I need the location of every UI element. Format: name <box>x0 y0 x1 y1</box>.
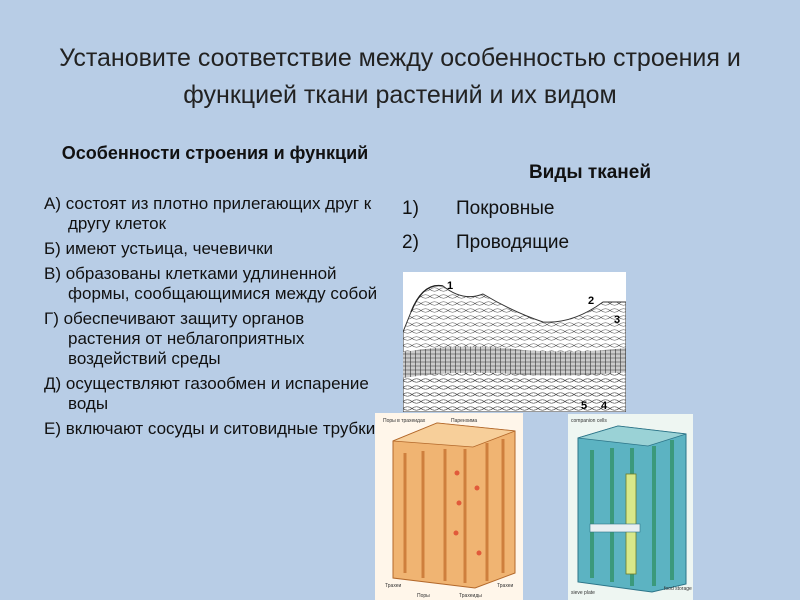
xylem-label-tracheids: Трахеиды <box>459 593 482 599</box>
cork-label-4: 4 <box>601 400 608 412</box>
phloem-label-companion-cells: companion cells <box>571 418 607 424</box>
phloem-label-food-storage: food storage <box>664 586 692 592</box>
xylem-label-tracheae-right: Трахеи <box>497 583 514 589</box>
feature-item-b: Б) имеют устьица, чечевички <box>44 239 274 258</box>
feature-item-e: Д) осуществляют газообмен и испарение воды <box>44 374 369 413</box>
xylem-tissue-image <box>375 413 523 600</box>
xylem-label-parenchyma: Паренхима <box>451 418 478 424</box>
xylem-label-pores-tracheids: Поры в трахеидах <box>383 418 426 424</box>
cork-label-1: 1 <box>447 280 454 292</box>
feature-item-a: А) состоят из плотно прилегающих друг к другу клеток <box>44 194 372 233</box>
features-heading: Особенности строения и функций <box>61 143 369 163</box>
cork-label-5: 5 <box>581 400 588 412</box>
phloem-tissue-drawing <box>568 414 693 600</box>
tissue-type-item <box>402 198 569 232</box>
features-list <box>44 194 379 444</box>
feature-item-c: В) образованы клетками удлиненной формы, сообщающимися между собой <box>44 264 378 303</box>
tissue-types-heading: Виды тканей <box>528 162 652 183</box>
tissue-types-list <box>402 198 569 266</box>
xylem-tissue-drawing <box>375 413 523 600</box>
tissue-type-number: 1) <box>402 198 419 219</box>
feature-item-f: Е) включают сосуды и ситовидные трубки <box>44 419 376 438</box>
tissue-type-label: Покровные <box>456 198 555 219</box>
cork-tissue-image <box>403 272 626 412</box>
cork-label-2: 2 <box>588 295 595 307</box>
cork-label-3: 3 <box>614 314 621 326</box>
feature-item-d: Г) обеспечивают защиту органов растения от неблагоприятных воздействий среды <box>44 309 305 368</box>
xylem-label-pores: Поры <box>417 593 430 599</box>
phloem-label-sieve-plate: sieve plate <box>571 590 595 596</box>
tissue-type-label: Проводящие <box>456 232 570 253</box>
tissue-type-item <box>402 232 569 266</box>
xylem-label-tracheae-left: Трахеи <box>385 583 402 589</box>
slide-title: Установите соответствие между особенностью строения и функцией ткани растений и их видом <box>59 44 741 109</box>
cork-tissue-drawing <box>403 272 626 412</box>
tissue-type-number: 2) <box>402 232 419 253</box>
phloem-tissue-image <box>568 414 693 600</box>
